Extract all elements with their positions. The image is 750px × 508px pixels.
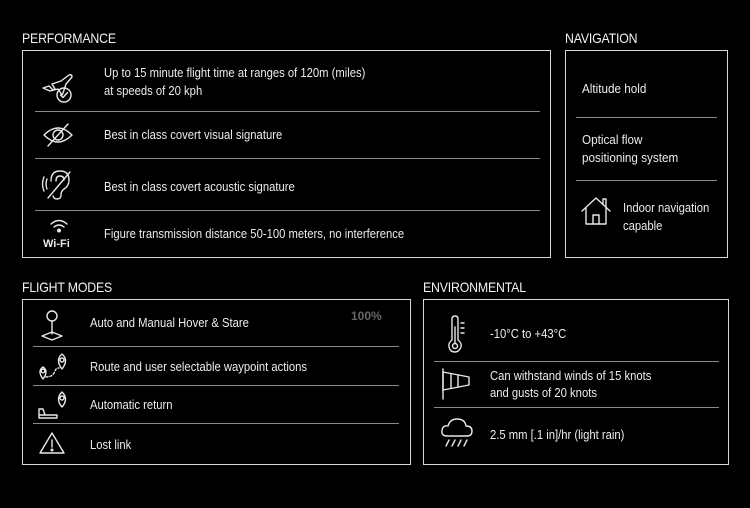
navigation-item-3-line1: Indoor navigation [623, 201, 710, 215]
map-pin-icon [37, 308, 67, 344]
navigation-panel [565, 50, 728, 258]
flight-mode-3: Automatic return [90, 398, 173, 412]
navigation-item-1-line1: Altitude hold [582, 81, 647, 96]
performance-panel [22, 50, 551, 258]
performance-item-3-line1: Best in class covert acoustic signature [104, 180, 295, 194]
performance-item-1-line1: Up to 15 minute flight time at ranges of 120m (miles) [104, 66, 366, 80]
divider [33, 346, 399, 347]
flight-check-icon [38, 67, 78, 107]
navigation-item-2-line2: positioning system [582, 150, 679, 165]
eye-slash-icon [40, 119, 76, 151]
flight-modes-panel [22, 299, 411, 465]
flight-modes-title: FLIGHT MODES [22, 279, 113, 295]
windsock-icon [438, 364, 474, 402]
ear-slash-icon [38, 164, 78, 204]
navigation-item-2-line1: Optical flow [582, 132, 643, 147]
divider [576, 117, 717, 118]
navigation-title: NAVIGATION [565, 30, 638, 46]
divider [33, 423, 399, 424]
navigation-item-3-line2: capable [623, 219, 663, 233]
performance-item-2-line1: Best in class covert visual signature [104, 128, 283, 142]
environmental-item-2-line1: Can withstand winds of 15 knots [490, 369, 652, 383]
divider [33, 385, 399, 386]
wifi-icon [39, 213, 79, 251]
house-icon [578, 193, 614, 229]
flight-mode-4: Lost link [90, 438, 132, 452]
return-home-icon [35, 388, 71, 422]
performance-item-1-line2: at speeds of 20 kph [104, 84, 203, 98]
divider [434, 407, 719, 408]
route-waypoints-icon [35, 350, 71, 384]
performance-item-4-line1: Figure transmission distance 50-100 meters, no interference [104, 227, 405, 241]
warning-triangle-icon [37, 428, 67, 458]
environmental-title: ENVIRONMENTAL [423, 279, 526, 295]
divider [434, 361, 719, 362]
performance-title: PERFORMANCE [22, 30, 116, 46]
divider [35, 158, 540, 159]
divider [576, 180, 717, 181]
environmental-panel [423, 299, 729, 465]
thermometer-icon [442, 314, 468, 354]
rain-cloud-icon [438, 413, 476, 451]
environmental-item-1-line1: -10°C to +43°C [490, 327, 567, 341]
divider [35, 111, 540, 112]
flight-mode-1: Auto and Manual Hover & Stare [90, 316, 249, 330]
divider [35, 210, 540, 211]
environmental-item-2-line2: and gusts of 20 knots [490, 386, 597, 400]
flight-mode-2: Route and user selectable waypoint actions [90, 360, 308, 374]
wifi-icon-label: Wi-Fi [43, 238, 70, 250]
environmental-item-3-line1: 2.5 mm [.1 in]/hr (light rain) [490, 428, 625, 442]
completion-badge: 100% [351, 309, 382, 323]
